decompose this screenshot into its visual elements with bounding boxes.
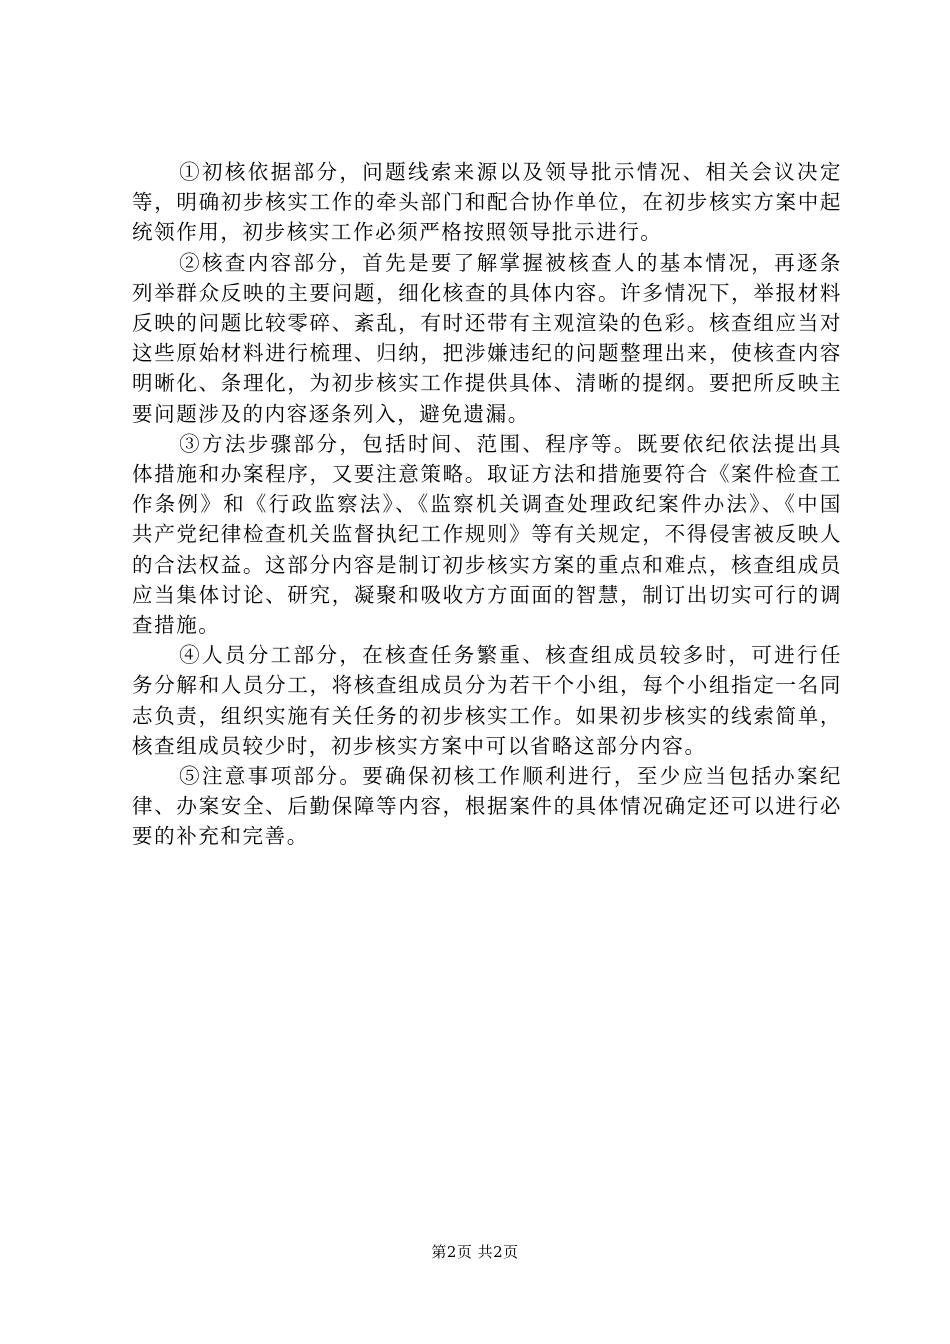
- paragraph-methods: ③方法步骤部分，包括时间、范围、程序等。既要依纪依法提出具体措施和办案程序，又要注意策略。取证方法和措施要符合《案件检查工作条例》和《行政监察法》、《监察机关调查处理政纪案件办法》、《中国共产党纪律检查机关监督执纪工作规则》等有关规定，不得侵害被反映人的合法权益。这部分内容是制订初步核实方案的重点和难点，核查组成员应当集体讨论、研究，凝聚和吸收方方面面的智慧，制订出切实可行的调查措施。: [132, 431, 842, 638]
- paragraph-basis: ①初核依据部分，问题线索来源以及领导批示情况、相关会议决定等，明确初步核实工作的牵头部门和配合协作单位，在初步核实方案中起统领作用，初步核实工作必须严格按照领导批示进行。: [132, 160, 842, 245]
- paragraph-staffing: ④人员分工部分，在核查任务繁重、核查组成员较多时，可进行任务分解和人员分工，将核查组成员分为若干个小组，每个小组指定一名同志负责，组织实施有关任务的初步核实工作。如果初步核实的线索简单，核查组成员较少时，初步核实方案中可以省略这部分内容。: [132, 643, 842, 758]
- document-body: [132, 157, 842, 852]
- page-number-footer: 第2页 共2页: [431, 1243, 519, 1261]
- paragraph-notes: ⑤注意事项部分。要确保初核工作顺利进行，至少应当包括办案纪律、办案安全、后勤保障等内容，根据案件的具体情况确定还可以进行必要的补充和完善。: [132, 764, 842, 849]
- paragraph-content: ②核查内容部分，首先是要了解掌握被核查人的基本情况，再逐条列举群众反映的主要问题，细化核查的具体内容。许多情况下，举报材料反映的问题比较零碎、紊乱，有时还带有主观渲染的色彩。核查组应当对这些原始材料进行梳理、归纳，把涉嫌违纪的问题整理出来，使核查内容明晰化、条理化，为初步核实工作提供具体、清晰的提纲。要把所反映主要问题涉及的内容逐条列入，避免遗漏。: [132, 250, 842, 426]
